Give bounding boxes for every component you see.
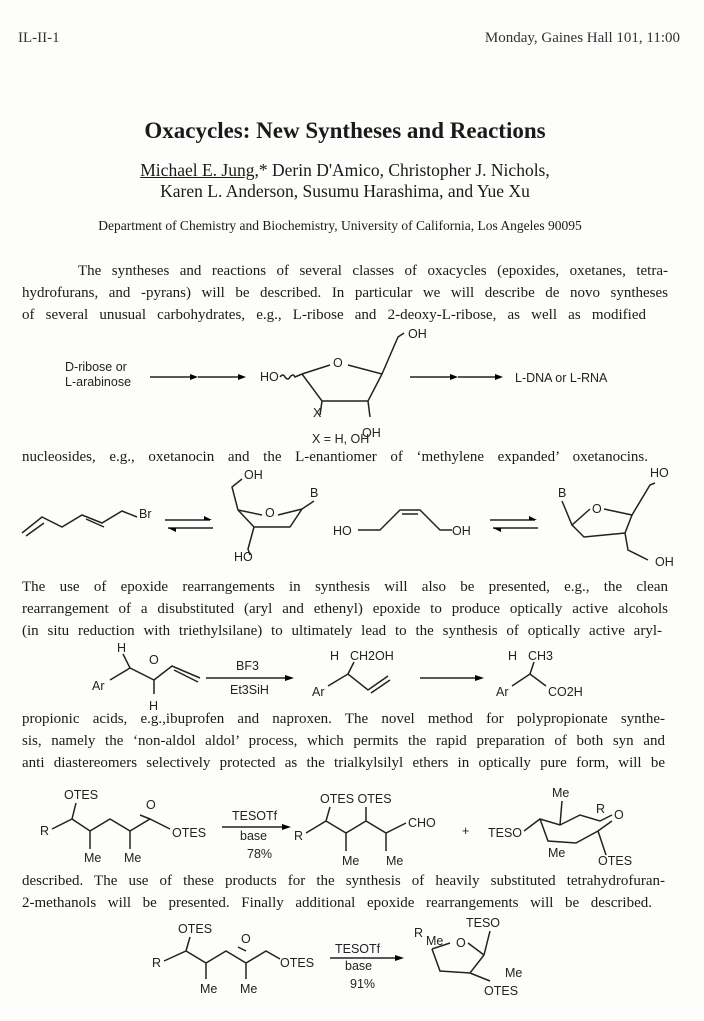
epoxide-oxygen: O [149,653,159,667]
text-line: The use of epoxide rearrangements in synthesis will also be presented, e.g., the clean [22,579,668,595]
label: H [330,649,340,663]
text-line: rearrangement of a disubstituted (aryl and ethenyl) epoxide to produce optically active alcohols [22,601,668,617]
label: B [310,486,319,500]
label: B [558,486,567,500]
scheme-ribose [0,325,704,450]
ring-oxygen: O [265,506,275,520]
ring-oxygen: O [333,356,343,370]
diene-chain [22,511,137,536]
label: R [294,829,304,843]
label: H [508,649,518,663]
label: Me [426,934,444,948]
label: R [152,956,162,970]
text-line: propionic acids, e.g.,ibuprofen and naproxen. The novel method for polypropionate synthe- [22,711,665,727]
epoxy-chain [164,937,280,979]
label: CO2H [548,685,583,699]
authors-line-2: Karen L. Anderson, Susumu Harashima, and Yue Xu [160,181,530,201]
label: Ar [92,679,105,693]
label: Me [552,786,570,800]
reagent: TESOTf [232,809,278,823]
label: + [462,824,470,838]
label: OH [452,524,471,538]
presenter-name: Michael E. Jung [140,160,255,180]
reagent: base [345,959,373,973]
text-line: 2-methanols will be presented. Finally additional epoxide rearrangements will be described. [22,895,652,911]
session-info: Monday, Gaines Hall 101, 11:00 [484,30,680,46]
label: Me [386,854,404,868]
abstract-code: IL-II-1 [18,30,60,46]
label: Me [200,982,218,996]
equilibrium-arrows [165,516,213,532]
yield: 91% [350,977,376,991]
label: H [117,641,127,655]
label: OTES [172,826,207,840]
label: L-DNA or L-RNA [515,371,608,385]
butenediol [358,510,452,530]
yield: 78% [247,847,273,861]
label: OTES [280,956,315,970]
label: R [414,926,424,940]
label: Ar [312,685,325,699]
substituent-note: X = H, OH [312,432,370,446]
label: OH [408,327,427,341]
label: OTES [484,984,519,998]
affiliation: Department of Chemistry and Biochemistry, University of California, Los Angeles 90095 [98,218,582,233]
label: OH [655,555,674,569]
label: OH [362,426,381,440]
reagent: BF3 [236,659,259,673]
epoxide-oxygen: O [146,798,156,812]
label: HO [234,550,253,564]
label: Ar [496,685,509,699]
label: TESO [488,826,523,840]
equilibrium-arrows [490,516,538,532]
ring [562,483,655,560]
multistep-arrow [410,374,503,380]
label: CH2OH [350,649,394,663]
label: HO [260,370,279,384]
authors-rest: ,* Derin D'Amico, Christopher J. Nichols, [254,160,550,180]
label: CH3 [528,649,554,663]
scheme-epoxide-rearrangement [0,638,704,713]
text-line: The syntheses and reactions of several classes of oxacycles (epoxides, oxetanes, tetra- [78,263,668,279]
label: Br [139,507,152,521]
scheme-oxetanocin [0,465,704,575]
label: Me [548,846,566,860]
propionic-acid [512,662,546,686]
multistep-arrow [150,374,246,380]
label: OTES [64,788,99,802]
label: HO [650,466,669,480]
label: HO [333,524,352,538]
label: CHO [408,816,436,830]
text-line: nucleosides, e.g., oxetanocin and the L-enantiomer of ‘methylene expanded’ oxetanocins. [22,449,648,465]
label: OTES OTES [320,792,392,806]
epoxide-oxygen: O [241,932,251,946]
reagent: TESOTf [335,942,381,956]
furanose-ring [302,333,404,417]
label: Me [124,851,142,865]
scheme-non-aldol-aldol [0,785,704,870]
ring-oxygen: O [592,502,602,516]
ring-oxygen: O [456,936,466,950]
label: R [596,802,606,816]
label: Me [84,851,102,865]
label: OH [244,468,263,482]
page-title: Oxacycles: New Syntheses and Reactions [144,118,546,143]
label: Me [505,966,523,980]
text-line: anti diastereomers selectively protected as the trialkylsilyl ethers in optically pure form, will be [22,755,665,771]
reagent: Et3SiH [230,683,269,697]
label: L-arabinose [65,375,132,389]
reagent: base [240,829,268,843]
label: D-ribose or [65,360,127,374]
aldehyde-chain [306,807,406,851]
label: R [40,824,50,838]
label: OTES [178,922,213,936]
ring-oxygen: O [614,808,624,822]
text-line: (in situ reduction with triethylsilane) to ultimately lead to the synthesis of optically active aryl- [22,623,662,639]
allylic-alcohol [328,662,390,693]
label: X [313,406,322,420]
label: H [149,699,159,713]
label: TESO [466,916,501,930]
label: Me [342,854,360,868]
authors-line-1 [0,160,690,181]
text-line: of several unusual carbohydrates, e.g., L-ribose and 2-deoxy-L-ribose, as well as modified [22,307,646,323]
scheme-thf-synthesis [0,915,704,1005]
text-line: described. The use of these products for the synthesis of heavily substituted tetrahydrofuran- [22,873,665,889]
label: Me [240,982,258,996]
wavy-bond [280,374,302,379]
label: OTES [598,854,633,868]
text-line: hydrofurans, and -pyrans) will be described. In particular we will describe de novo syntheses [22,285,668,301]
text-line: sis, namely the ‘non-aldol aldol’ process, which permits the rapid preparation of both syn and [22,733,665,749]
